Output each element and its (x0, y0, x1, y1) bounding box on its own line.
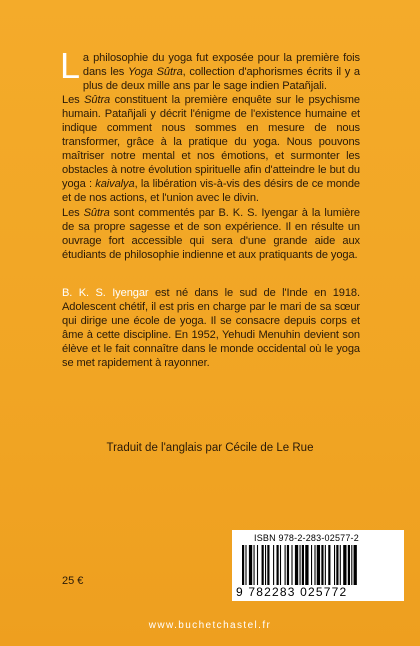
paragraph-sutra-text-c: , la libération vis-à-vis des désirs de ce monde et de nos actions, et l'union avec le divin. (62, 178, 360, 205)
title-italic: Yoga Sûtra (127, 66, 183, 79)
translator-credit: Traduit de l'anglais par Cécile de Le Rue (106, 442, 314, 454)
isbn-label: ISBN 978-2-283-02577-2 (254, 533, 359, 543)
isbn-barcode (232, 530, 404, 601)
kaivalya-italic: kaivalya (95, 178, 135, 191)
paragraph-intro-text-b: , collection d'aphorismes écrits il y a plus de deux mille ans par le sage indien Patañjali. (82, 66, 360, 93)
paragraph-commentary (62, 206, 360, 262)
author-name: B. K. S. Iyengar (62, 286, 149, 299)
author-bio-text: est né dans le sud de l'Inde en 1918. Adolescent chétif, il est pris en charge par le mari de sa sœur qui dirige une école de yoga. Il se consacre depuis corps et âme à cette discipline. En 1952, Yehudi Menuhin devient son élève et le fait connaître dans le monde occidental où le yoga se met rapidement à rayonner. (62, 286, 360, 369)
spacer (62, 262, 360, 286)
barcode-icon (242, 545, 394, 585)
barcode-digits: 9 782283 025772 (236, 585, 348, 599)
paragraph-sutra-text-a: Les (62, 94, 85, 107)
price: 25 € (62, 575, 84, 587)
author-bio (62, 286, 360, 370)
paragraph-intro-text-a: a philosophie du yoga fut exposée pour la première fois dans les (82, 52, 360, 79)
paragraph-commentary-text-a: Les (62, 206, 84, 219)
paragraph-commentary-text-b: sont commentés par B. K. S. Iyengar à la lumière de sa propre sagesse et de son expérience. Il en résulte un ouvrage fort accessible qui sera d'une grande aide aux étudiants de philosophie indienne et aux pratiquants de yoga. (62, 206, 360, 261)
publisher-url: www.buchetchastel.fr (148, 620, 272, 631)
sutra-italic: Sûtra (84, 94, 111, 107)
blurb (60, 45, 360, 370)
paragraph-sutra (62, 93, 360, 205)
sutra-italic-2: Sûtra (83, 206, 110, 219)
paragraph-sutra-text-b: constituent la première enquête sur le psychisme humain. Patañjali y décrit l'énigme de l'existence humaine et indique comment nous sommes en mesure de nous transformer, grâce à la pratique du yoga. Nous pouvons maîtriser notre mental et nos émotions, et surmonter les obstacles à notre évolution spirituelle afin d'atteindre le but du yoga : (62, 94, 360, 191)
paragraph-intro (60, 45, 360, 93)
drop-cap: L (60, 45, 80, 86)
